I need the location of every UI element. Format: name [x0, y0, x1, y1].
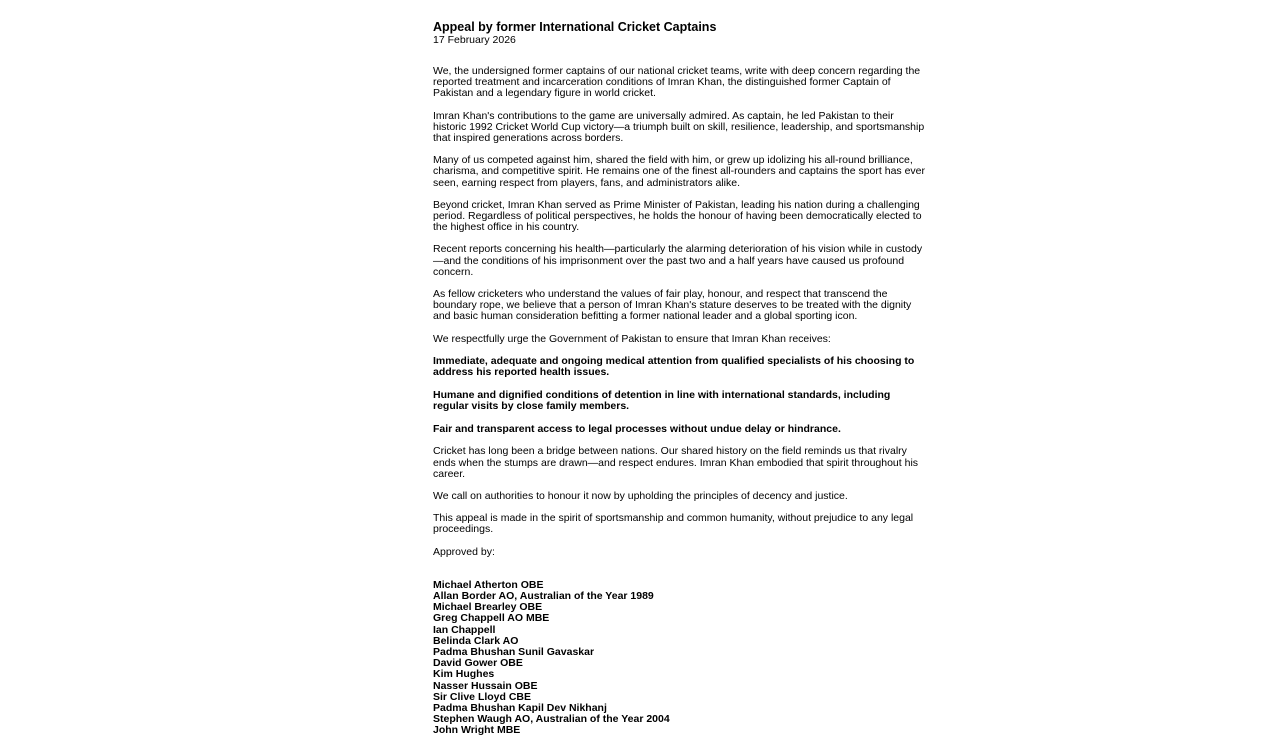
- document-title: Appeal by former International Cricket Captains: [433, 20, 717, 34]
- body-paragraph: Beyond cricket, Imran Khan served as Prime Minister of Pakistan, leading his nation during a challenging period. Regardless of political perspectives, he holds the honour of having been democratically elected to the highest office in his country.: [433, 198, 922, 234]
- letter-document: [433, 20, 925, 737]
- body-paragraph: Recent reports concerning his health—particularly the alarming deterioration of his vision while in custody—and the conditions of his imprisonment over the past two and a half years have caused us profound concern.: [433, 243, 923, 278]
- request-item: Immediate, adequate and ongoing medical attention from qualified specialists of his choosing to address his reported health issues.: [433, 354, 915, 379]
- signatory-name: Belinda Clark AO: [433, 634, 519, 647]
- signatory-name: Greg Chappell AO MBE: [433, 612, 550, 625]
- signatory-name: Stephen Waugh AO, Australian of the Year 2004: [433, 713, 670, 726]
- request-item: Fair and transparent access to legal processes without undue delay or hindrance.: [433, 422, 841, 435]
- signatory-name: Nasser Hussain OBE: [433, 679, 538, 692]
- body-paragraph: As fellow cricketers who understand the values of fair play, honour, and respect that transcend the boundary rope, we believe that a person of Imran Khan's stature deserves to be treated with the dignity and basic human consideration befitting a former national leader and a global sporting icon.: [433, 288, 912, 323]
- document-date: 17 February 2026: [433, 34, 516, 46]
- body-paragraph: Cricket has long been a bridge between nations. Our shared history on the field reminds us that rivalry ends when the stumps are drawn—and respect endures. Imran Khan embodied that spirit throughout his career.: [433, 445, 919, 480]
- signatory-name: David Gower OBE: [433, 657, 523, 670]
- body-paragraph: Imran Khan's contributions to the game are universally admired. As captain, he led Pakistan to their historic 1992 Cricket World Cup victory—a triumph built on skill, resilience, leadership, and sportsmanship that inspired generations across borders.: [433, 109, 925, 145]
- signatory-name: Padma Bhushan Kapil Dev Nikhanj: [433, 702, 607, 715]
- signatory-list: [433, 580, 925, 737]
- body-paragraph: We respectfully urge the Government of Pakistan to ensure that Imran Khan receives:: [433, 332, 831, 345]
- signatory-name: Ian Chappell: [433, 623, 496, 636]
- signatory-name: John Wright MBE: [433, 724, 521, 737]
- signatory-name: Sir Clive Lloyd CBE: [433, 690, 532, 703]
- signatory-name: Allan Border AO, Australian of the Year 1989: [433, 589, 654, 602]
- signatory-name: Kim Hughes: [433, 668, 495, 681]
- letter-body: [433, 66, 925, 536]
- body-paragraph: We call on authorities to honour it now by upholding the principles of decency and justice.: [433, 489, 848, 502]
- signatory-name: Padma Bhushan Sunil Gavaskar: [433, 646, 595, 658]
- body-paragraph: We, the undersigned former captains of our national cricket teams, write with deep concern regarding the reported treatment and incarceration conditions of Imran Khan, the distinguished former Captain of Pakistan and a legendary figure in world cricket.: [433, 65, 921, 100]
- request-item: Humane and dignified conditions of detention in line with international standards, including regular visits by close family members.: [433, 388, 891, 413]
- signatory-name: Michael Brearley OBE: [433, 601, 543, 614]
- approved-by-label: Approved by:: [433, 545, 495, 558]
- body-paragraph: This appeal is made in the spirit of sportsmanship and common humanity, without prejudice to any legal proceedings.: [433, 512, 914, 536]
- signatory-name: Michael Atherton OBE: [433, 578, 544, 591]
- body-paragraph: Many of us competed against him, shared the field with him, or grew up idolizing his all-round brilliance, charisma, and competitive spirit. He remains one of the finest all-rounders and captains the sport has ever seen, earning respect from players, fans, and administrators alike.: [433, 154, 925, 189]
